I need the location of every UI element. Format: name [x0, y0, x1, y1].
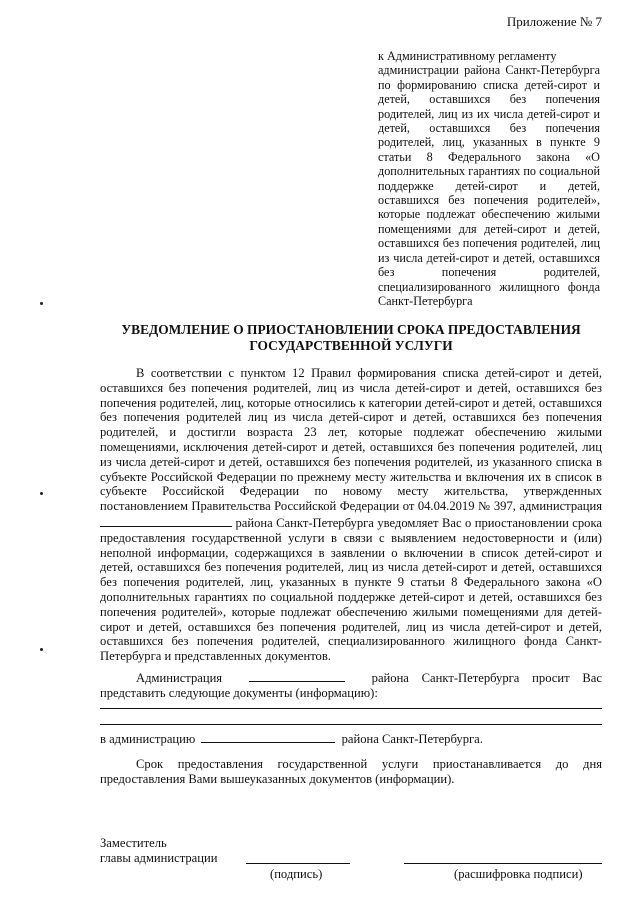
- main-text-part-2: района Санкт-Петербурга уведомляет Вас о приостановлении срока предоставления государственной услуги в связи с выявлением недостоверности и (или) неполной информации, содержащихся в заявлении о включении в список детей-сирот и детей, оставшихся без попечения родителей, лиц из числа детей-сирот и детей, оставшихся без попечения родителей, лиц, указанных в пункте 9 статьи 8 Федерального закона «О дополнительных гарантиях по социальной поддержке детей-сирот и детей, оставшихся без попечения родителей», которые подлежат обеспечению жилыми помещениями для детей-сирот и детей, оставшихся без попечения родителей, лиц из числа детей-сирот и детей, оставшихся без попечения родителей, специализированного жилищного фонда Санкт-Петербурга и представленных документов.: [100, 515, 602, 664]
- signature-decode-line[interactable]: [404, 863, 602, 864]
- request-paragraph: [100, 669, 602, 701]
- regulation-line-1: к Административному регламенту: [378, 49, 557, 63]
- request-text-part-1: Администрация: [136, 671, 223, 685]
- title-line-1: УВЕДОМЛЕНИЕ О ПРИОСТАНОВЛЕНИИ СРОКА ПРЕДОСТАВЛЕНИЯ: [121, 322, 581, 337]
- margin-dot-1: [40, 302, 43, 305]
- signature-caption: (подпись): [270, 867, 323, 881]
- documents-line-2[interactable]: [100, 724, 602, 725]
- main-text-part-1: В соответствии с пунктом 12 Правил формирования списка детей-сирот и детей, оставшихся без попечения родителей, лиц из числа детей-сирот и детей, оставшихся без попечения родителей, лиц, которые относились к категории детей-сирот и детей, оставшихся без попечения родителей лиц из числа детей-сирот и детей, оставшихся без попечения родителей, и достигли возраста 23 лет, которые подлежат обеспечению жилыми помещениями, исключения детей-сирот и детей, оставшихся без попечения родителей, лиц из числа детей-сирот и детей, оставшихся без попечения родителей, из указанного списка в субъекте Российской Федерации по прежнему месту жительства и включения их в список в субъекте Российской Федерации по новому месту жительства, утвержденных постановлением Правительства Российской Федерации от 04.04.2019 № 397, администрация: [100, 366, 602, 514]
- term-paragraph: Срок предоставления государственной услуги приостанавливается до дня предоставления Вами вышеуказанных документов (информации).: [100, 757, 602, 786]
- regulation-reference: [378, 49, 600, 308]
- appendix-number: Приложение № 7: [506, 14, 602, 29]
- district-blank-2[interactable]: [249, 669, 345, 682]
- to-admin-part-1: в администрацию: [100, 732, 196, 746]
- margin-dot-3: [40, 648, 43, 651]
- margin-dot-2: [40, 492, 43, 495]
- signature-line[interactable]: [246, 863, 350, 864]
- title-line-2: ГОСУДАРСТВЕННОЙ УСЛУГИ: [249, 337, 453, 353]
- signature-decode-caption: (расшифровка подписи): [454, 867, 583, 881]
- request-text-part-2: района Санкт-Петербурга просит Вас представить следующие документы (информацию):: [100, 671, 602, 700]
- document-title: [100, 322, 602, 353]
- to-administration-line: [100, 730, 602, 747]
- signatory-title-line-1: Заместитель: [100, 836, 167, 850]
- district-blank-3[interactable]: [201, 730, 335, 743]
- regulation-line-2: администрации района Санкт-Петербурга по формированию списка детей-сирот и детей, оставшихся без попечения родителей, лиц из их числа детей-сирот и детей, оставшихся без попечения родителей, лиц, указанных в пункте 9 статьи 8 Федерального закона «О дополнительных гарантиях по социальной поддержке детей-сирот и детей, оставшихся без попечения родителей», которые подлежат обеспечению жилыми помещениями для детей-сирот и детей, оставшихся без попечения родителей, лиц из числа детей-сирот и детей, оставшихся без попечения родителей, специализированного жилищного фонда Санкт-Петербурга: [378, 63, 600, 308]
- to-admin-part-2: района Санкт-Петербурга.: [341, 732, 483, 746]
- main-paragraph: [100, 366, 602, 664]
- district-blank-1[interactable]: [100, 514, 232, 527]
- documents-line-1[interactable]: [100, 708, 602, 709]
- signatory-title-line-2: главы администрации: [100, 851, 218, 865]
